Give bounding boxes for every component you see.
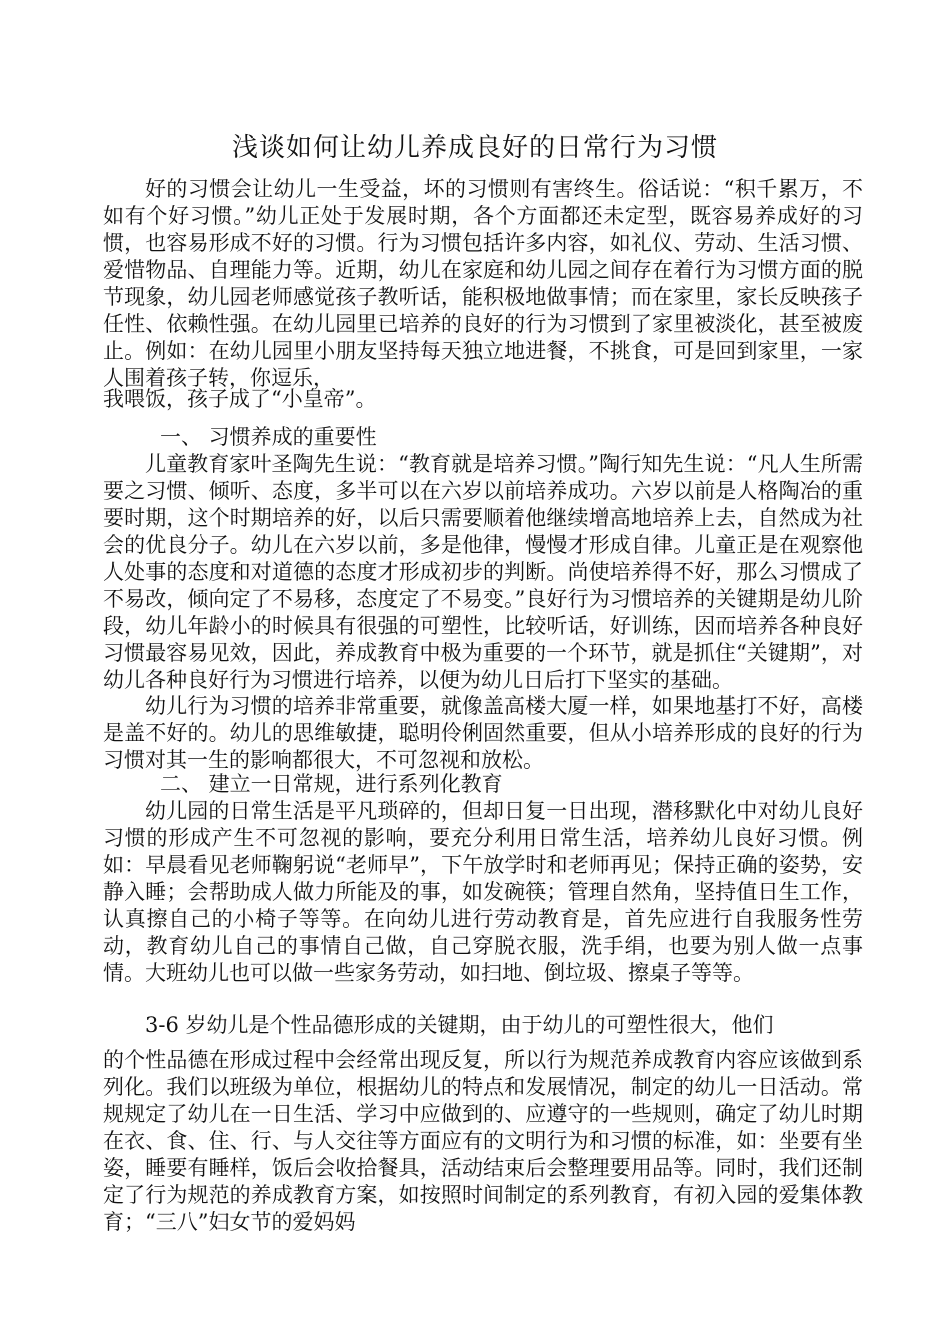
paragraph-age-start: 3-6 岁幼儿是个性品德形成的关键期，由于幼儿的可塑性很大，他们 [145, 1013, 774, 1037]
section-heading-1: 一、 习惯养成的重要性 [160, 425, 377, 449]
paragraph-importance: 儿童教育家叶圣陶先生说：“教育就是培养习惯。”陶行知先生说：“凡人生所需要之习惯、倾听、态度，多半可以在六岁以前培养成功。六岁以前是人格陶冶的重要时期，这个时期培养的好，以后只需要顺着他继续增高地培养上去，自然成为社会的优良分子。幼儿在六岁以前，多是他律，慢慢才形成自律。儿童正是在观察他人处事的态度和对道德的态度才形成初步的判断。尚使培养得不好，那么习惯成了不易改，倾向定了不易移，态度定了不易变。”良好行为习惯培养的关键期是幼儿阶段，幼儿年龄小的时候具有很强的可塑性，比较听话，好训练，因而培养各种良好习惯最容易见效，因此，养成教育中极为重要的一个环节，就是抓住“关键期”，对幼儿各种良好行为习惯进行培养，以便为幼儿日后打下坚实的基础。 [103, 452, 863, 692]
paragraph-intro: 好的习惯会让幼儿一生受益，坏的习惯则有害终生。俗话说：“积千累万，不如有个好习惯。”幼儿正处于发展时期，各个方面都还未定型，既容易养成好的习惯，也容易形成不好的习惯。行为习惯包括许多内容，如礼仪、劳动、生活习惯、爱惜物品、自理能力等。近期，幼儿在家庭和幼儿园之间存在着行为习惯方面的脱节现象，幼儿园老师感觉孩子教听话，能积极地做事情；而在家里，家长反映孩子任性、依赖性强。在幼儿园里已培养的良好的行为习惯到了家里被淡化，甚至被废止。例如：在幼儿园里小朋友坚持每天独立地进餐，不挑食，可是回到家里，一家人围着孩子转，你逗乐， [103, 177, 863, 390]
paragraph-daily-life: 幼儿园的日常生活是平凡琐碎的，但却日复一日出现，潜移默化中对幼儿良好习惯的形成产生不可忽视的影响，要充分利用日常生活，培养幼儿良好习惯。例如：早晨看见老师鞠躬说“老师早”，下午放学时和老师再见；保持正确的姿势，安静入睡；会帮助成人做力所能及的事，如发碗筷；管理自然角，坚持值日生工作，认真擦自己的小椅子等等。在向幼儿进行劳动教育是，首先应进行自我服务性劳动，教育幼儿自己的事情自己做，自己穿脱衣服，洗手绢，也要为别人做一点事情。大班幼儿也可以做一些家务劳动，如扫地、倒垃圾、擦桌子等等。 [103, 799, 863, 985]
paragraph-intro-end: 我喂饭，孩子成了“小皇帝”。 [103, 387, 377, 411]
paragraph-systematic: 的个性品德在形成过程中会经常出现反复，所以行为规范养成教育内容应该做到系列化。我们以班级为单位，根据幼儿的特点和发展情况，制定的幼儿一日活动。常规规定了幼儿在一日生活、学习中应做到的、应遵守的一些规则，确定了幼儿时期在衣、食、住、行、与人交往等方面应有的文明行为和习惯的标准，如：坐要有坐姿，睡要有睡样，饭后会收拾餐具，活动结束后会整理要用品等。同时，我们还制定了行为规范的养成教育方案，如按照时间制定的系列教育，有初入园的爱集体教育；“三八”妇女节的爱妈妈 [103, 1048, 863, 1234]
paragraph-foundation: 幼儿行为习惯的培养非常重要，就像盖高楼大厦一样，如果地基打不好，高楼是盖不好的。幼儿的思维敏捷，聪明伶俐固然重要，但从小培养形成的良好的行为习惯对其一生的影响都很大，不可忽视和放松。 [103, 694, 863, 772]
section-heading-2: 二、 建立一日常规，进行系列化教育 [160, 772, 503, 796]
document-title: 浅谈如何让幼儿养成良好的日常行为习惯 [231, 133, 718, 163]
